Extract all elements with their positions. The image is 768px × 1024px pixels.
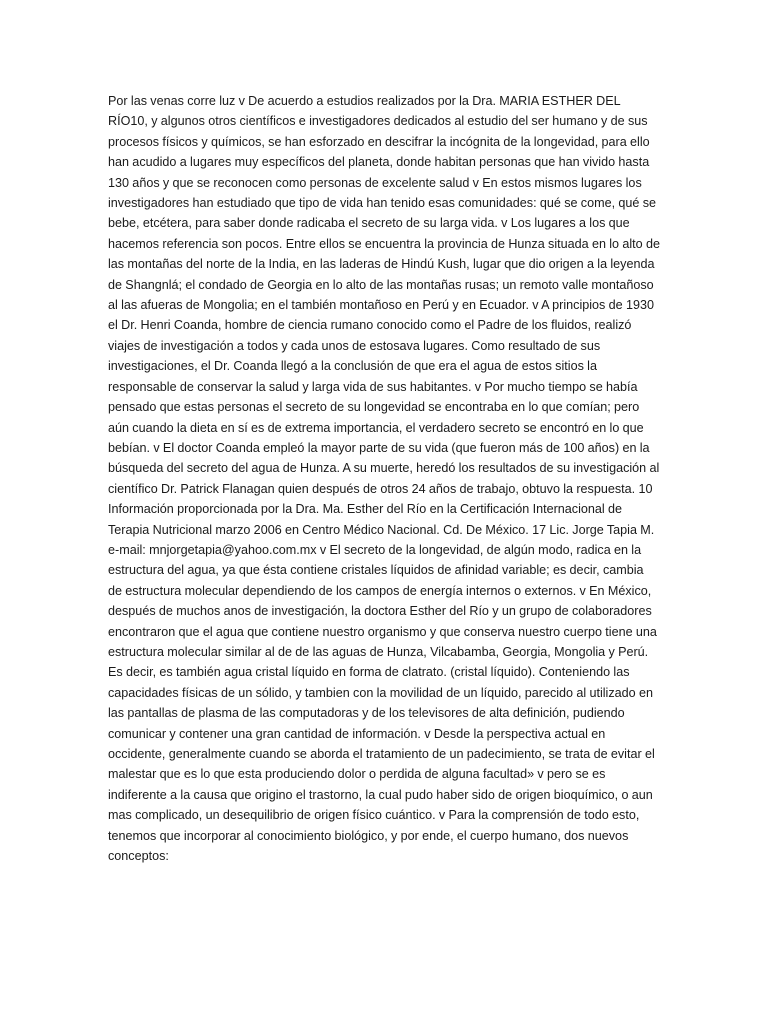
body-paragraph: Por las venas corre luz v De acuerdo a estudios realizados por la Dra. MARIA ESTHER DEL RÍO10, y algunos otros científicos e investigadores dedicados al estudio del ser humano y de sus procesos físicos y químicos, se han esforzado en descifrar la incógnita de la longevidad, para ello han acudido a lugares muy específicos del planeta, donde habitan personas que han vivido hasta 130 años y que se reconocen como personas de excelente salud v En estos mismos lugares los investigadores han estudiado que tipo de vida han tenido esas comunidades: qué se come, qué se bebe, etcétera, para saber donde radicaba el secreto de su larga vida. v Los lugares a los que hacemos referencia son pocos. Entre ellos se encuentra la provincia de Hunza situada en lo alto de las montañas del norte de la India, en las laderas de Hindú Kush, lugar que dio origen a la leyenda de Shangnlá; el condado de Georgia en lo alto de las montañas rusas; un remoto valle montañoso al las afueras de Mongolia; en el también montañoso en Perú y en Ecuador. v A principios de 1930 el Dr. Henri Coanda, hombre de ciencia rumano conocido como el Padre de los fluidos, realizó viajes de investigación a todos y cada unos de estosava lugares. Como resultado de sus investigaciones, el Dr. Coanda llegó a la conclusión de que era el agua de estos sitios la responsable de conservar la salud y larga vida de sus habitantes. v Por mucho tiempo se había pensado que estas personas el secreto de su longevidad se encontraba en lo que comían; pero aún cuando la dieta en sí es de extrema importancia, el verdadero secreto se encontró en lo que bebían. v El doctor Coanda empleó la mayor parte de su vida (que fueron más de 100 años) en la búsqueda del secreto del agua de Hunza. A su muerte, heredó los resultados de su investigación al científico Dr. Patrick Flanagan quien después de otros 24 años de trabajo, obtuvo la respuesta. 10 Información proporcionada por la Dra. Ma. Esther del Río en la Certificación Internacional de Terapia Nutricional marzo 2006 en Centro Médico Nacional. Cd. De México. 17 Lic. Jorge Tapia M. e-mail: mnjorgetapia@yahoo.com.mx v El secreto de la longevidad, de algún modo, radica en la estructura del agua, ya que ésta contiene cristales líquidos de afinidad variable; es decir, cambia de estructura molecular dependiendo de los campos de energía internos o externos. v En México, después de muchos anos de investigación, la doctora Esther del Río y un grupo de colaboradores encontraron que el agua que contiene nuestro organismo y que conserva nuestro cuerpo tiene una estructura molecular similar al de de las aguas de Hunza, Vilcabamba, Georgia, Mongolia y Perú. Es decir, es también agua cristal líquido en forma de clatrato. (cristal líquido). Conteniendo las capacidades físicas de un sólido, y tambien con la movilidad de un líquido, parecido al utilizado en las pantallas de plasma de las computadoras y de los televisores de alta definición, pudiendo comunicar y contener una gran cantidad de información. v Desde la perspectiva actual en occidente, generalmente cuando se aborda el tratamiento de un padecimiento, se trata de evitar el malestar que es lo que esta produciendo dolor o perdida de alguna facultad» v pero se es indiferente a la causa que origino el trastorno, la cual pudo haber sido de origen bioquímico, o aun mas complicado, un desequilibrio de origen físico cuántico. v Para la comprensión de todo esto, tenemos que incorporar al conocimiento biológico, y por ende, el cuerpo humano, dos nuevos conceptos: (108, 94, 660, 864)
